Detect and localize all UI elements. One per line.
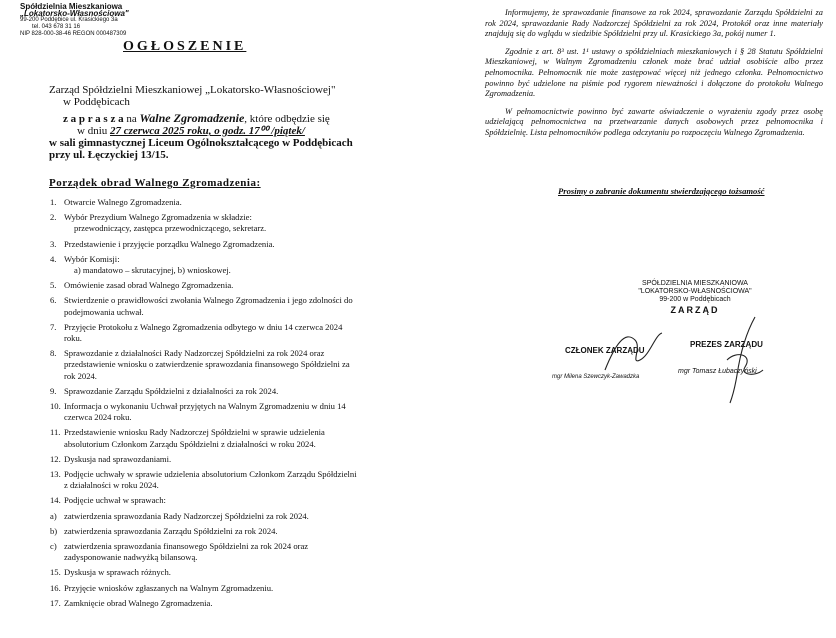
- seal-line-4: ZARZĄD: [670, 305, 720, 315]
- agenda-item-subtext: a) mandatowo – skrutacyjnej, b) wnioskowej.: [74, 265, 231, 276]
- agenda-item-number: 17.: [50, 597, 61, 608]
- agenda-item-number: b): [50, 525, 58, 536]
- agenda-item-text: zatwierdzenia sprawozdania Rady Nadzorczej Spółdzielni za rok 2024.: [64, 510, 309, 521]
- page-title: OGŁOSZENIE: [123, 39, 247, 54]
- agenda-item-number: 13.: [50, 469, 61, 480]
- seal-line-1: SPÓŁDZIELNIA MIESZKANIOWA: [642, 280, 748, 287]
- agenda-item-number: 4.: [50, 253, 57, 264]
- agenda-item-text: Przedstawienie wniosku Rady Nadzorczej Spółdzielni w sprawie udzielenia absolutorium Członkom Zarządu Spółdzielni z działalności w roku 2024.: [64, 427, 325, 449]
- agenda-item: [50, 254, 360, 276]
- agenda-item: [50, 541, 360, 563]
- agenda-item-text: Omówienie zasad obrad Walnego Zgromadzenia.: [64, 280, 234, 291]
- board-member-name: mgr Milena Szewczyk-Zawadzka: [552, 374, 640, 380]
- agenda-item-text: Dyskusja w sprawach różnych.: [64, 567, 171, 578]
- agenda-item: [50, 583, 360, 594]
- board-member-role: CZŁONEK ZARZĄDU: [565, 346, 645, 355]
- agenda-item-number: 15.: [50, 567, 61, 578]
- agenda-item-text: Podjęcie uchwał w sprawach:: [64, 495, 166, 506]
- agenda-list: [50, 197, 360, 613]
- invite-after: , które odbędzie się: [244, 113, 330, 125]
- event-location: w sali gimnastycznej Liceum Ogólnokształcącego w Poddębicach przy ul. Łęczyckiej 13/15.: [49, 137, 353, 161]
- agenda-item-text: Podjęcie uchwały w sprawie udzielenia absolutorium Członkom Zarządu Spółdzielni z działalności w roku 2024.: [64, 469, 357, 491]
- agenda-item-text: Stwierdzenie o prawidłowości zwołania Walnego Zgromadzenia i jego zdolności do podejmowania uchwał.: [64, 295, 353, 317]
- agenda-item: [50, 567, 360, 578]
- date-prefix: w dniu: [77, 125, 110, 137]
- board-member-signature: [600, 325, 670, 380]
- agenda-item-number: 11.: [50, 427, 61, 438]
- stamp-line-3: 99-200 Poddębice ul. Krasickiego 3a: [20, 17, 118, 23]
- event-date: 27 czerwca 2025 roku, o godz. 17⁰⁰ /piątek/: [110, 125, 305, 137]
- agenda-item: [50, 197, 360, 208]
- agenda-item-number: 6.: [50, 295, 57, 306]
- invite-na: na: [123, 113, 140, 125]
- agenda-item-text: Dyskusja nad sprawozdaniami.: [64, 453, 172, 464]
- stamp-line-1: Spółdzielnia Mieszkaniowa: [20, 2, 123, 11]
- agenda-item-text: Przyjęcie Protokołu z Walnego Zgromadzenia odbytego w dniu 14 czerwca 2024 roku.: [64, 321, 343, 344]
- intro-line-1: Zarząd Spółdzielni Mieszkaniowej „Lokatorsko-Własnościowej": [49, 84, 336, 96]
- president-signature: [715, 315, 775, 405]
- president-role: PREZES ZARZĄDU: [690, 340, 763, 349]
- agenda-item: [50, 295, 360, 317]
- agenda-item: [50, 322, 360, 344]
- event-name: Walne Zgromadzenie: [139, 111, 245, 125]
- intro-line-2: w Poddębicach: [63, 96, 130, 108]
- agenda-item-text: Przyjęcie wniosków zgłaszanych na Walnym Zgromadzeniu.: [64, 582, 274, 593]
- agenda-item: [50, 598, 360, 609]
- intro-block: [49, 84, 369, 161]
- agenda-item-number: 10.: [50, 401, 61, 412]
- agenda-item: [50, 526, 360, 537]
- agenda-item-number: 12.: [50, 453, 61, 464]
- agenda-item: [50, 239, 360, 250]
- agenda-item-number: 5.: [50, 280, 57, 291]
- agenda-item-text: zatwierdzenia sprawozdania finansowego Spółdzielni za rok 2024 oraz zadysponowanie nadwyżką bilansową.: [64, 541, 309, 563]
- agenda-item-text: zatwierdzenia sprawozdania Zarządu Spółdzielni za rok 2024.: [64, 525, 278, 536]
- agenda-item-text: Sprawozdanie z działalności Rady Nadzorczej Spółdzielni za rok 2024 oraz przedstawienie wniosku o zatwierdzenie sprawozdania finansowego Spółdzielni za rok 2024.: [64, 348, 350, 381]
- intro-date-line: [49, 125, 369, 137]
- stamp-line-2: „Lokatorsko-Własnościowa": [20, 9, 129, 18]
- agenda-item-number: 9.: [50, 385, 57, 396]
- agenda-item-text: Informacja o wykonaniu Uchwał przyjętych na Walnym Zgromadzeniu w dniu 14 czerwca 2024 roku.: [64, 401, 346, 423]
- intro-invite: [49, 112, 369, 125]
- invite-word: z a p r a s z a: [63, 113, 124, 125]
- agenda-item: [50, 495, 360, 506]
- stamp-line-5: NIP 828-000-38-46 REGON 000487309: [20, 31, 127, 37]
- agenda-item: [50, 511, 360, 522]
- agenda-item: [50, 454, 360, 465]
- agenda-item-text: Zamknięcie obrad Walnego Zgromadzenia.: [64, 597, 213, 608]
- seal-line-3: 99-200 w Poddębicach: [659, 296, 731, 303]
- president-name: mgr Tomasz Łubaczyński: [678, 368, 757, 375]
- agenda-item-number: 8.: [50, 348, 57, 359]
- cooperative-stamp: [20, 3, 129, 38]
- agenda-item-number: 7.: [50, 321, 57, 332]
- agenda-item-number: a): [50, 510, 57, 521]
- info-paragraph-2: Zgodnie z art. 8³ ust. 1¹ ustawy o spółdzielniach mieszkaniowych i § 28 Statutu Spółdzielni Mieszkaniowej, w Walnym Zgromadzeniu członek może brać udział osobiście albo przez pełnomocnika. Pełnomocnik nie może zastępować więcej niż jednego członka. Pełnomocnictwo powinno być udzielone na piśmie pod rygorem nieważności i dołączone do protokołu Walnego Zgromadzenia.: [485, 46, 823, 99]
- agenda-item: [50, 401, 360, 423]
- agenda-item: [50, 469, 360, 491]
- closing-note: Prosimy o zabranie dokumentu stwierdzającego tożsamość: [558, 186, 765, 196]
- info-paragraph-1: Informujemy, że sprawozdanie finansowe za rok 2024, sprawozdanie Zarządu Spółdzielni za rok 2024, sprawozdanie Rady Nadzorczej Spółdzielni za rok 2024, Protokół oraz inne materiały znajdują się do wglądu w siedzibie Spółdzielni przy ul. Krasickiego 3a, pokój numer 1.: [485, 8, 823, 39]
- info-block: [485, 8, 823, 146]
- agenda-item-number: 16.: [50, 582, 61, 593]
- agenda-item-number: 14.: [50, 495, 61, 506]
- agenda-item: [50, 348, 360, 382]
- agenda-item-text: Przedstawienie i przyjęcie porządku Walnego Zgromadzenia.: [64, 238, 275, 249]
- board-seal: [620, 280, 770, 314]
- agenda-item-number: 3.: [50, 238, 57, 249]
- agenda-item-text: Wybór Prezydium Walnego Zgromadzenia w składzie:: [64, 212, 252, 223]
- agenda-item: [50, 280, 360, 291]
- agenda-item: [50, 386, 360, 397]
- agenda-item: [50, 212, 360, 234]
- info-paragraph-3: W pełnomocnictwie powinno być zawarte oświadczenie o wyrażeniu zgody przez osobę udzielającą pełnomocnictwa na przetwarzanie danych osobowych przez pełnomocnika i Spółdzielnię. Lista pełnomocników podlega odczytaniu po rozpoczęciu Walnego Zgromadzenia.: [485, 106, 823, 137]
- agenda-item-text: Sprawozdanie Zarządu Spółdzielni z działalności za rok 2024.: [64, 385, 279, 396]
- agenda-item-text: Otwarcie Walnego Zgromadzenia.: [64, 197, 182, 207]
- agenda-item-number: 1.: [50, 197, 57, 207]
- agenda-item-number: 2.: [50, 212, 57, 223]
- seal-line-2: "LOKATORSKO-WŁASNOŚCIOWA": [638, 288, 752, 295]
- agenda-heading: Porządek obrad Walnego Zgromadzenia:: [49, 177, 261, 189]
- agenda-item: [50, 427, 360, 449]
- agenda-item-number: c): [50, 541, 57, 552]
- stamp-line-4: tel. 043 678 31 16: [32, 24, 81, 30]
- agenda-item-text: Wybór Komisji:: [64, 253, 120, 264]
- agenda-item-subtext: przewodniczący, zastępca przewodniczącego, sekretarz.: [74, 223, 267, 234]
